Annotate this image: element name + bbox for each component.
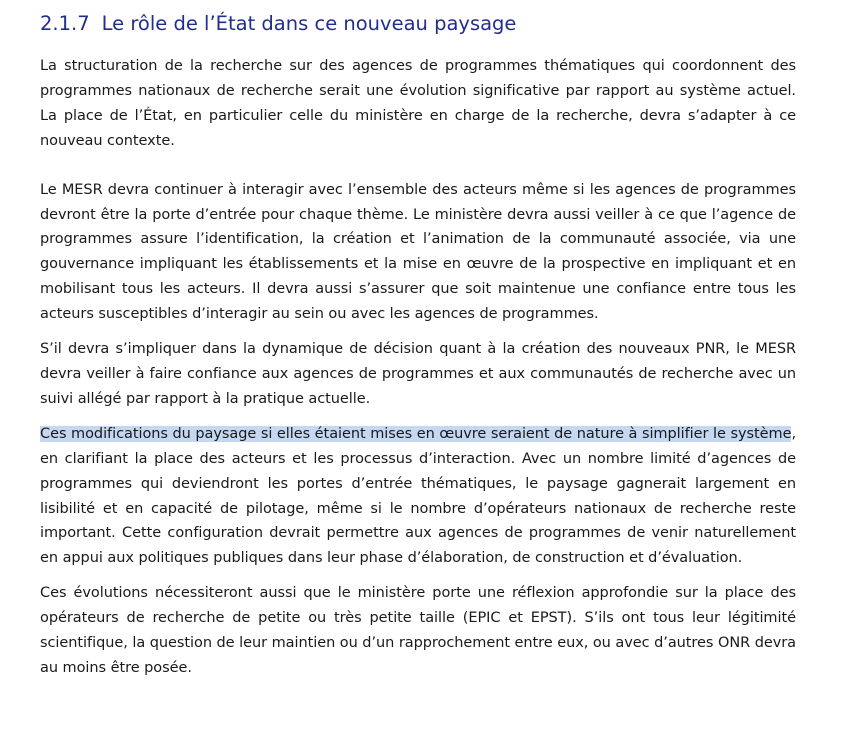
paragraph-1[interactable]: La structuration de la recherche sur des agences de programmes thématiques qui coordonnent des programmes nationaux de recherche serait une évolution significative par rapport au système actuel. La place de l’État, en particulier celle du ministère en charge de la recherche, devra s’adapter à ce nouveau contexte.: [40, 58, 796, 149]
paragraph-4-rest[interactable]: , en clarifiant la place des acteurs et les processus d’interaction. Avec un nombre limité d’agences de programmes qui deviendront les portes d’entrée thématiques, le paysage gagnerait largement en lisibilité et en capacité de pilotage, même si le nombre d’opérateurs nationaux de recherche reste important. Cette configuration devrait permettre aux agences de programmes de venir naturellement en appui aux politiques publiques dans leur phase d’élaboration, de construction et d’évaluation.: [40, 425, 796, 567]
section-number: 2.1.7: [40, 12, 90, 35]
document-page: [40, 0, 796, 681]
paragraph-4[interactable]: [40, 422, 796, 571]
paragraph-2[interactable]: Le MESR devra continuer à interagir avec l’ensemble des acteurs même si les agences de programmes devront être la porte d’entrée pour chaque thème. Le ministère devra aussi veiller à ce que l’agence de programmes assure l’identification, la création et l’animation de la communauté associée, via une gouvernance impliquant les établissements et la mise en œuvre de la prospective en impliquant et en mobilisant tous les acteurs. Il devra aussi s’assurer que soit maintenue une confiance entre tous les acteurs susceptibles d’interagir au sein ou avec les agences de programmes.: [40, 181, 796, 323]
section-heading: [40, 10, 796, 38]
paragraph-3[interactable]: S’il devra s’impliquer dans la dynamique de décision quant à la création des nouveaux PNR, le MESR devra veiller à faire confiance aux agences de programmes et aux communautés de recherche avec un suivi allégé par rapport à la pratique actuelle.: [40, 341, 796, 407]
selected-text[interactable]: Ces modifications du paysage si elles étaient mises en œuvre seraient de nature à simplifier le système: [40, 425, 792, 442]
paragraph-5[interactable]: Ces évolutions nécessiteront aussi que le ministère porte une réflexion approfondie sur la place des opérateurs de recherche de petite ou très petite taille (EPIC et EPST). S’ils ont tous leur légitimité scientifique, la question de leur maintien ou d’un rapprochement entre eux, ou avec d’autres ONR devra au moins être posée.: [40, 585, 797, 676]
section-title: Le rôle de l’État dans ce nouveau paysage: [101, 12, 517, 35]
